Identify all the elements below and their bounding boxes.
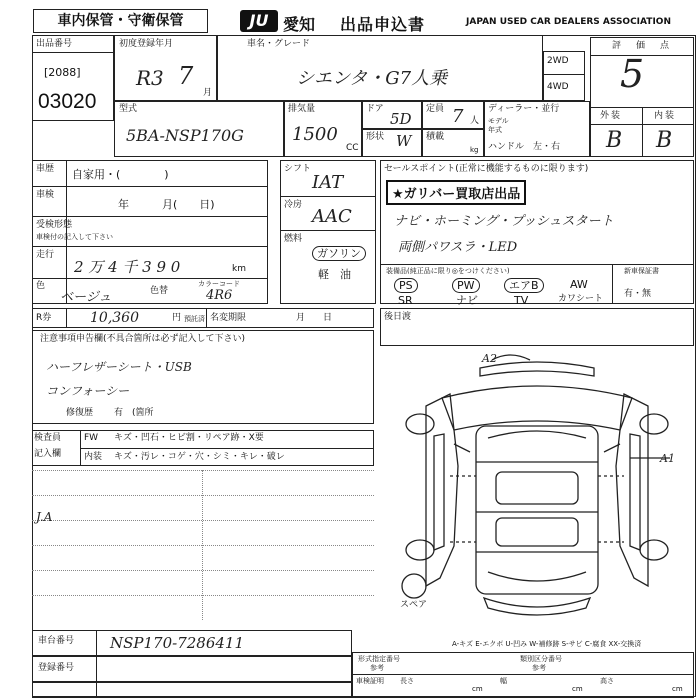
warranty-label: 新車保証書 [624,267,659,275]
ref-label-1: 参考 [370,664,384,672]
color-value: ベージュ [60,290,112,305]
shape-label: 形状 [366,132,385,142]
person-unit: 人 [470,116,480,126]
fuel-gas[interactable]: ガソリン [312,246,366,261]
model-label: 車名・グレード [247,39,311,49]
cm-3: cm [672,685,683,693]
first-reg-label: 初度登録年月 [119,39,174,49]
load-label: 積載 [426,132,445,142]
after-box [380,308,694,346]
width-label: 幅 [500,677,507,685]
int-items-label: 内装 [84,452,103,462]
dealer-label: ディーラー・並行 [488,104,560,114]
inspection-value: 年 月( 日) [118,198,215,211]
chassis-label: 車台番号 [38,636,75,646]
equip-sr[interactable]: SR [398,294,413,307]
first-reg-month: 7 [178,62,194,90]
association-en: JAPAN USED CAR DEALERS ASSOCIATION [466,17,671,27]
ju-logo: JU [240,10,278,32]
fw-label: FW [84,433,99,443]
color-code-value: 4R6 [206,288,233,303]
sales-line2: 両側パワスラ・LED [398,240,518,255]
type-value: 5BA-NSP170G [126,126,244,145]
fuel-diesel[interactable]: 軽 油 [318,268,351,281]
reg-box [32,656,352,682]
equip-ps[interactable]: PS [394,278,418,293]
color-label: 色 [36,281,46,291]
int-label: 内装 [654,111,677,121]
mileage-label: 走行 [36,250,55,260]
repair-label: 修復歴 [66,408,94,418]
class-spec-label: 類別区分番号 [520,655,562,663]
storage-title-box: 車内保管・守衛保管 [33,9,208,33]
chassis-value: NSP170-7286411 [110,634,244,652]
kg-unit: kg [470,146,479,154]
shape-spec-label: 形式指定番号 [358,655,400,663]
writing-area [32,470,374,620]
color-code-label: カラーコード [198,280,240,288]
lot-small: [2088] [44,66,81,79]
first-reg-era: R3 [136,66,164,90]
cc-unit: CC [346,143,359,153]
notes-header: 注意事項申告欄(不具合箇所は必ず記入して下さい) [40,334,246,344]
form-title: 出品申込書 [340,15,426,34]
equip-navi[interactable]: ナビ [456,294,478,307]
length-label: 長さ [400,677,414,685]
displacement-label: 排気量 [288,104,316,114]
rating-value: 5 [620,52,645,96]
type-label: 型式 [119,104,138,114]
ref-label-2: 参考 [532,664,546,672]
notes-line1: ハーフレザーシート・USB [46,360,192,374]
damage-a1: A1 [660,452,675,465]
sales-banner: ★ガリバー買取店出品 [386,180,526,205]
inspector-label-2: 記入欄 [34,449,62,459]
handle-label: ハンドル 左・右 [488,142,561,152]
change-value: 月 日 [296,313,333,323]
capacity-value: 7 [452,106,464,127]
model-year-label: モデル 年式 [488,117,509,134]
shape-value: W [396,132,412,150]
car-diagram[interactable] [380,346,694,636]
ticket-label: 受検形態 [36,220,73,230]
inspection-label: 車検 [36,190,55,200]
ext-label: 外装 [600,111,623,121]
sales-line1: ナビ・ホーミング・プッシュスタート [394,214,614,229]
equip-airbag[interactable]: エアB [504,278,544,293]
yen-unit: 円 [172,313,182,323]
lot-label: 出品番号 [36,39,73,49]
lot-number: 03020 [38,90,97,113]
cm-1: cm [472,685,483,693]
equipment-label: 装備品(純正品に限り◎をつけください) [386,267,510,275]
fuel-label: 燃料 [284,234,303,244]
reg-box-2 [32,682,352,698]
shift-label: シフト [284,164,312,174]
int-value: B [656,128,673,153]
reg-label: 登録番号 [38,663,75,673]
after-label: 後日渡 [384,312,412,322]
damage-a2: A2 [482,352,497,365]
fw-items: キズ・凹石・ヒビ割・リペア跡・X要 [114,433,264,443]
r-ticket-label: R券 [36,313,52,323]
displacement-value: 1500 [292,124,338,145]
inspector-label-1: 検査員 [34,433,62,443]
drive-2wd[interactable]: 2WD [547,56,569,66]
equip-tv[interactable]: TV [514,294,529,307]
ticket-note: 車検付の記入して下さい [36,233,113,241]
int-items: キズ・汚レ・コゲ・穴・シミ・キレ・破レ [114,452,285,462]
change-label: 名変期限 [210,313,247,323]
model-value: シエンタ・G7人乗 [296,68,448,89]
equip-pw[interactable]: PW [452,278,480,293]
warranty-value[interactable]: 有・無 [624,289,652,299]
doors-value: 5D [390,110,412,128]
sales-header: セールスポイント(正常に機能するものに限ります) [384,164,589,174]
equip-aw[interactable]: AW [570,278,588,291]
notes-line2: コンフォーシー [46,384,130,398]
height-label: 高さ [600,677,614,685]
history-value: 自家用・( ) [72,168,169,181]
equip-seat[interactable]: カワシート [558,294,604,304]
color-change-label: 色替 [150,286,169,296]
spare-label: スペア [400,600,428,610]
ext-value: B [606,128,623,153]
drive-4wd[interactable]: 4WD [547,82,569,92]
damage-legend: A-キズ E-エクボ U-凹み W-補修跡 S-サビ C-腐食 XX-交換済 [452,640,642,648]
history-label: 車歴 [36,164,55,174]
inspector-mark: J.A [36,510,53,524]
rating-label: 評 価 点 [612,41,673,51]
repair-value: 有 (箇所 [114,408,154,418]
capacity-label: 定員 [426,104,445,114]
ac-value: AAC [312,206,352,227]
ac-label: 冷房 [284,200,303,210]
inspection-cert-label: 車検証明 [356,677,384,685]
cm-2: cm [572,685,583,693]
doors-label: ドア [366,104,384,114]
deposit-label: 預託済 [184,315,205,323]
association-jp: 愛知 [283,15,316,34]
shift-value: IAT [312,172,344,193]
km-unit: km [232,264,246,274]
r-ticket-value: 10,360 [90,310,139,326]
month-suffix: 月 [203,88,213,98]
mileage-value: 2 万 4 千 3 9 0 [74,258,181,276]
